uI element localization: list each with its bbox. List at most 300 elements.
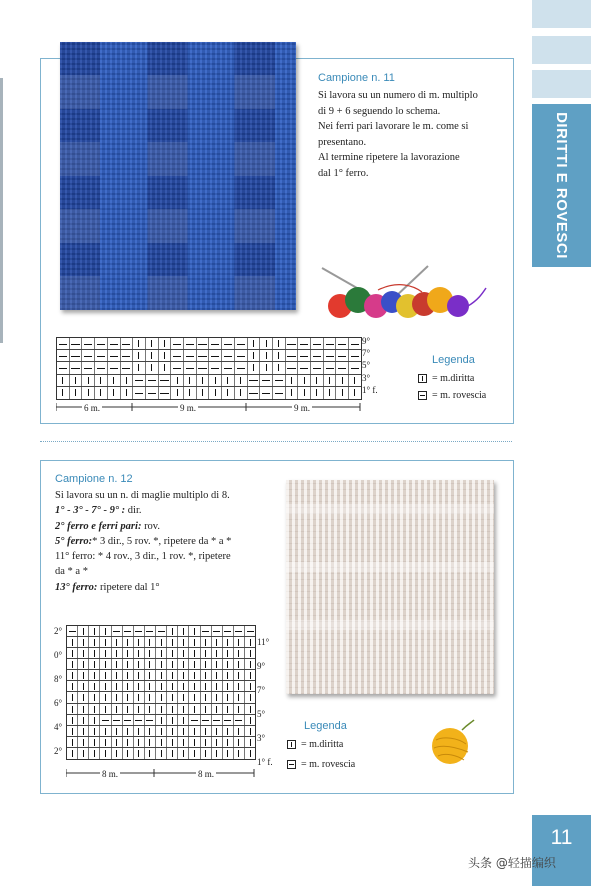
knit-cell [212, 659, 223, 669]
purl-cell [248, 375, 261, 386]
purl-cell [209, 338, 222, 349]
purl-cell [57, 338, 70, 349]
purl-cell [171, 350, 184, 361]
sample11-legend-purl: = m. rovescia [418, 390, 486, 401]
knit-cell [134, 704, 145, 714]
knit-cell [234, 659, 245, 669]
knit-cell [123, 659, 134, 669]
knit-cell [260, 350, 273, 361]
knit-cell [89, 737, 100, 747]
knit-cell [78, 670, 89, 680]
knit-cell [121, 387, 134, 399]
knit-cell [197, 375, 210, 386]
purl-cell [159, 375, 172, 386]
purl-cell [235, 362, 248, 373]
knit-cell [156, 637, 167, 647]
knit-cell [222, 387, 235, 399]
knit-cell [167, 748, 178, 759]
knit-cell [133, 338, 146, 349]
chart-row [67, 726, 255, 737]
knit-cell [222, 375, 235, 386]
knit-cell [189, 726, 200, 736]
knit-cell [167, 715, 178, 725]
purl-cell [336, 362, 349, 373]
knit-cell [156, 648, 167, 658]
purl-cell [349, 350, 361, 361]
purl-cell [121, 338, 134, 349]
sample12-right-row-label: 7° [257, 685, 266, 695]
knit-cell [156, 737, 167, 747]
sample12-left-row-label: 6° [54, 698, 63, 708]
purl-cell [324, 362, 337, 373]
sample12-right-row-label: 11° [257, 637, 270, 647]
sample12-heading: Campione n. 12 [55, 473, 133, 485]
knit-cell [145, 726, 156, 736]
knit-cell [234, 692, 245, 702]
sample11-line: di 9 + 6 seguendo lo schema. [318, 105, 441, 117]
purl-cell [121, 350, 134, 361]
purl-cell [201, 715, 212, 725]
knit-cell [234, 637, 245, 647]
knit-cell [145, 704, 156, 714]
sample12-right-row-label: 3° [257, 733, 266, 743]
knit-cell [156, 715, 167, 725]
sample12-measure-label-1: 8 m. [102, 769, 119, 779]
knit-cell [201, 748, 212, 759]
purl-cell [123, 626, 134, 636]
knit-cell [123, 737, 134, 747]
knit-cell [123, 670, 134, 680]
knit-cell [171, 387, 184, 399]
knit-cell [145, 737, 156, 747]
knit-symbol-icon [418, 374, 427, 383]
knit-cell [95, 375, 108, 386]
knit-cell [189, 704, 200, 714]
sample11-row-label: 7° [362, 348, 371, 359]
knit-cell [100, 637, 111, 647]
knit-cell [167, 670, 178, 680]
sample12-instructions: Si lavora su un n. di maglie multiplo di 8. 1° - 3° - 7° - 9° : dir. 2° ferro e ferri pari: rov. 5° ferro:* 3 dir., 5 rov. *, ripetere da * a * 11° ferro: * 4 rov., 3 dir., 1 rov. *, ripetere da * a * 13° ferro: ripetere dal 1° [55, 490, 232, 593]
sample12-right-row-label: 9° [257, 661, 266, 671]
sample12-measure-label-2: 8 m. [198, 769, 215, 779]
knit-cell [212, 748, 223, 759]
knit-cell [112, 670, 123, 680]
purl-cell [82, 362, 95, 373]
knit-cell [133, 350, 146, 361]
knit-cell [167, 692, 178, 702]
side-tab-light-1 [532, 0, 591, 28]
knit-cell [95, 387, 108, 399]
sample12-left-row-label: 2° [54, 746, 63, 756]
chart-row [67, 715, 255, 726]
purl-cell [222, 338, 235, 349]
sample12-legend-knit: = m.diritta [287, 739, 343, 750]
page-number: 11 [532, 815, 591, 886]
knit-cell [189, 692, 200, 702]
sample11-row-label: 5° [362, 360, 371, 371]
purl-cell [112, 715, 123, 725]
knit-cell [349, 387, 361, 399]
knit-cell [156, 681, 167, 691]
knit-cell [78, 737, 89, 747]
purl-cell [145, 626, 156, 636]
knit-cell [89, 670, 100, 680]
knit-cell [123, 681, 134, 691]
knit-cell [273, 350, 286, 361]
purl-cell [336, 338, 349, 349]
knit-cell [78, 659, 89, 669]
knit-cell [201, 692, 212, 702]
purl-cell [121, 362, 134, 373]
purl-cell [82, 338, 95, 349]
knit-cell [245, 737, 255, 747]
knit-cell [201, 704, 212, 714]
knit-cell [134, 726, 145, 736]
knit-cell [112, 737, 123, 747]
chart-row [57, 387, 361, 399]
knit-cell [89, 637, 100, 647]
knit-cell [89, 681, 100, 691]
knit-cell [167, 704, 178, 714]
purl-cell [201, 626, 212, 636]
chart-row [67, 704, 255, 715]
purl-cell [57, 362, 70, 373]
yarn-ball-illustration [428, 718, 476, 770]
knit-cell [178, 704, 189, 714]
knit-cell [223, 726, 234, 736]
knit-cell [298, 387, 311, 399]
purl-cell [336, 350, 349, 361]
purl-cell [248, 387, 261, 399]
knit-symbol-icon [287, 740, 296, 749]
purl-cell [223, 715, 234, 725]
knit-cell [82, 375, 95, 386]
knit-cell [212, 692, 223, 702]
knit-cell [67, 670, 78, 680]
sample11-line: dal 1° ferro. [318, 167, 369, 179]
knit-cell [108, 387, 121, 399]
chart-row [67, 737, 255, 748]
knit-cell [145, 681, 156, 691]
knit-cell [223, 737, 234, 747]
knit-cell [178, 626, 189, 636]
purl-cell [222, 350, 235, 361]
sample11-measure-label-3: 9 m. [294, 403, 311, 413]
knit-cell [178, 659, 189, 669]
purl-cell [134, 626, 145, 636]
purl-cell [146, 375, 159, 386]
purl-cell [112, 626, 123, 636]
knit-cell [78, 626, 89, 636]
knit-cell [245, 659, 255, 669]
sample11-row-label: 9° [362, 336, 371, 346]
side-tab-title: DIRITTI E ROVESCI [553, 112, 571, 259]
knit-cell [123, 648, 134, 658]
purl-cell [134, 715, 145, 725]
knit-cell [159, 362, 172, 373]
knit-cell [189, 737, 200, 747]
knit-cell [123, 692, 134, 702]
knit-cell [212, 726, 223, 736]
purl-symbol-icon [418, 391, 427, 400]
purl-cell [273, 387, 286, 399]
knit-cell [349, 375, 361, 386]
knit-cell [78, 692, 89, 702]
purl-cell [171, 338, 184, 349]
purl-cell [100, 715, 111, 725]
sample12-right-row-label: 5° [257, 709, 266, 719]
sample11-row-label: 3° [362, 372, 371, 383]
knit-cell [89, 626, 100, 636]
knit-cell [234, 748, 245, 759]
sample11-chart [56, 337, 362, 400]
sample11-legend-knit: = m.diritta [418, 373, 474, 384]
knit-cell [145, 670, 156, 680]
knit-cell [145, 692, 156, 702]
knit-cell [245, 748, 255, 759]
yarn-balls-illustration [318, 260, 488, 322]
knit-cell [298, 375, 311, 386]
knit-cell [134, 648, 145, 658]
knit-cell [209, 375, 222, 386]
knit-cell [167, 681, 178, 691]
purl-cell [70, 338, 83, 349]
sample12-right-row-label: 1° f. [257, 757, 273, 767]
knit-cell [178, 670, 189, 680]
purl-cell [286, 350, 299, 361]
knit-cell [145, 648, 156, 658]
knit-cell [178, 737, 189, 747]
knit-cell [336, 387, 349, 399]
chart-row [57, 375, 361, 387]
knit-cell [67, 748, 78, 759]
knit-cell [260, 338, 273, 349]
sample11-legend-title: Legenda [432, 354, 475, 366]
purl-cell [108, 338, 121, 349]
knit-cell [67, 659, 78, 669]
knit-cell [201, 726, 212, 736]
watermark: 头条 @轻描编织 [468, 856, 556, 870]
sample11-heading: Campione n. 11 [318, 72, 395, 84]
knit-cell [171, 375, 184, 386]
purl-symbol-icon [287, 760, 296, 769]
knit-cell [245, 681, 255, 691]
knit-cell [159, 338, 172, 349]
knit-cell [108, 375, 121, 386]
purl-cell [184, 338, 197, 349]
purl-cell [234, 626, 245, 636]
knit-cell [67, 704, 78, 714]
side-tab-light-2 [532, 36, 591, 64]
chart-row [57, 350, 361, 362]
knit-cell [134, 659, 145, 669]
knit-cell [156, 659, 167, 669]
knit-cell [57, 387, 70, 399]
knit-cell [100, 659, 111, 669]
purl-cell [197, 362, 210, 373]
purl-cell [95, 362, 108, 373]
knit-cell [134, 692, 145, 702]
purl-cell [311, 350, 324, 361]
knit-cell [234, 737, 245, 747]
knit-cell [178, 681, 189, 691]
knit-cell [324, 387, 337, 399]
chart-row [67, 681, 255, 692]
knit-cell [112, 692, 123, 702]
knit-cell [184, 375, 197, 386]
knit-cell [311, 375, 324, 386]
sample12-chart [66, 625, 256, 760]
knit-cell [67, 726, 78, 736]
knit-cell [123, 726, 134, 736]
knit-cell [212, 737, 223, 747]
knit-cell [133, 362, 146, 373]
knit-cell [178, 648, 189, 658]
purl-cell [298, 362, 311, 373]
purl-cell [298, 338, 311, 349]
purl-cell [70, 362, 83, 373]
knit-cell [273, 338, 286, 349]
knit-cell [100, 748, 111, 759]
purl-cell [311, 338, 324, 349]
knit-cell [67, 648, 78, 658]
knit-cell [234, 681, 245, 691]
purl-cell [197, 338, 210, 349]
sample11-line: Si lavora su un numero di m. multiplo [318, 90, 478, 101]
knit-cell [89, 648, 100, 658]
purl-cell [159, 387, 172, 399]
purl-cell [212, 626, 223, 636]
purl-cell [223, 626, 234, 636]
knit-cell [245, 637, 255, 647]
knit-cell [336, 375, 349, 386]
knit-cell [89, 726, 100, 736]
chart-row [67, 748, 255, 759]
knit-cell [67, 637, 78, 647]
knit-cell [112, 648, 123, 658]
knit-cell [70, 375, 83, 386]
knit-cell [123, 748, 134, 759]
purl-cell [286, 362, 299, 373]
purl-cell [184, 350, 197, 361]
knit-cell [112, 637, 123, 647]
knit-cell [70, 387, 83, 399]
knit-cell [184, 387, 197, 399]
knit-cell [100, 670, 111, 680]
purl-cell [209, 350, 222, 361]
knit-cell [260, 362, 273, 373]
knit-cell [145, 748, 156, 759]
knit-cell [248, 362, 261, 373]
purl-cell [95, 350, 108, 361]
sample12-chart-measure [66, 768, 256, 780]
knit-cell [189, 637, 200, 647]
knit-cell [178, 715, 189, 725]
chart-row [67, 637, 255, 648]
knit-cell [286, 375, 299, 386]
knit-cell [234, 670, 245, 680]
knit-cell [146, 338, 159, 349]
knit-cell [223, 748, 234, 759]
purl-cell [70, 350, 83, 361]
purl-cell [197, 350, 210, 361]
knit-cell [201, 670, 212, 680]
chart-row [57, 338, 361, 350]
sample11-photo [60, 42, 296, 310]
purl-cell [189, 715, 200, 725]
knit-cell [189, 648, 200, 658]
knit-cell [100, 681, 111, 691]
knit-cell [212, 704, 223, 714]
chart-row [57, 362, 361, 374]
knit-cell [146, 362, 159, 373]
purl-cell [57, 350, 70, 361]
knit-cell [245, 670, 255, 680]
knit-cell [178, 748, 189, 759]
knit-cell [156, 704, 167, 714]
knit-cell [78, 637, 89, 647]
sample12-left-row-label: 8° [54, 674, 63, 684]
knit-cell [286, 387, 299, 399]
sample11-line: Nei ferri pari lavorare le m. come si [318, 121, 469, 132]
knit-cell [201, 737, 212, 747]
knit-cell [223, 670, 234, 680]
chart-row [67, 626, 255, 637]
knit-cell [145, 659, 156, 669]
sample11-row-label: 1° f. [362, 384, 378, 395]
knit-cell [89, 704, 100, 714]
knit-cell [234, 648, 245, 658]
knit-cell [100, 704, 111, 714]
knit-cell [167, 626, 178, 636]
knit-cell [178, 637, 189, 647]
purl-cell [349, 362, 361, 373]
purl-cell [133, 375, 146, 386]
knit-cell [159, 350, 172, 361]
sample11-line: Al termine ripetere la lavorazione [318, 152, 460, 163]
purl-cell [145, 715, 156, 725]
purl-cell [260, 375, 273, 386]
knit-cell [89, 748, 100, 759]
knit-cell [189, 681, 200, 691]
knit-cell [223, 681, 234, 691]
knit-cell [273, 362, 286, 373]
knit-cell [212, 670, 223, 680]
purl-cell [123, 715, 134, 725]
purl-cell [133, 387, 146, 399]
purl-cell [324, 350, 337, 361]
knit-cell [134, 748, 145, 759]
purl-cell [212, 715, 223, 725]
purl-cell [234, 715, 245, 725]
knit-cell [134, 670, 145, 680]
knit-cell [189, 670, 200, 680]
purl-cell [171, 362, 184, 373]
purl-cell [67, 626, 78, 636]
chart-row [67, 670, 255, 681]
knit-cell [67, 692, 78, 702]
knit-cell [209, 387, 222, 399]
purl-cell [349, 338, 361, 349]
knit-cell [189, 659, 200, 669]
sample12-left-row-label: 4° [54, 722, 63, 732]
knit-cell [324, 375, 337, 386]
purl-cell [286, 338, 299, 349]
purl-cell [311, 362, 324, 373]
purl-cell [298, 350, 311, 361]
knit-cell [100, 726, 111, 736]
knit-cell [245, 715, 255, 725]
